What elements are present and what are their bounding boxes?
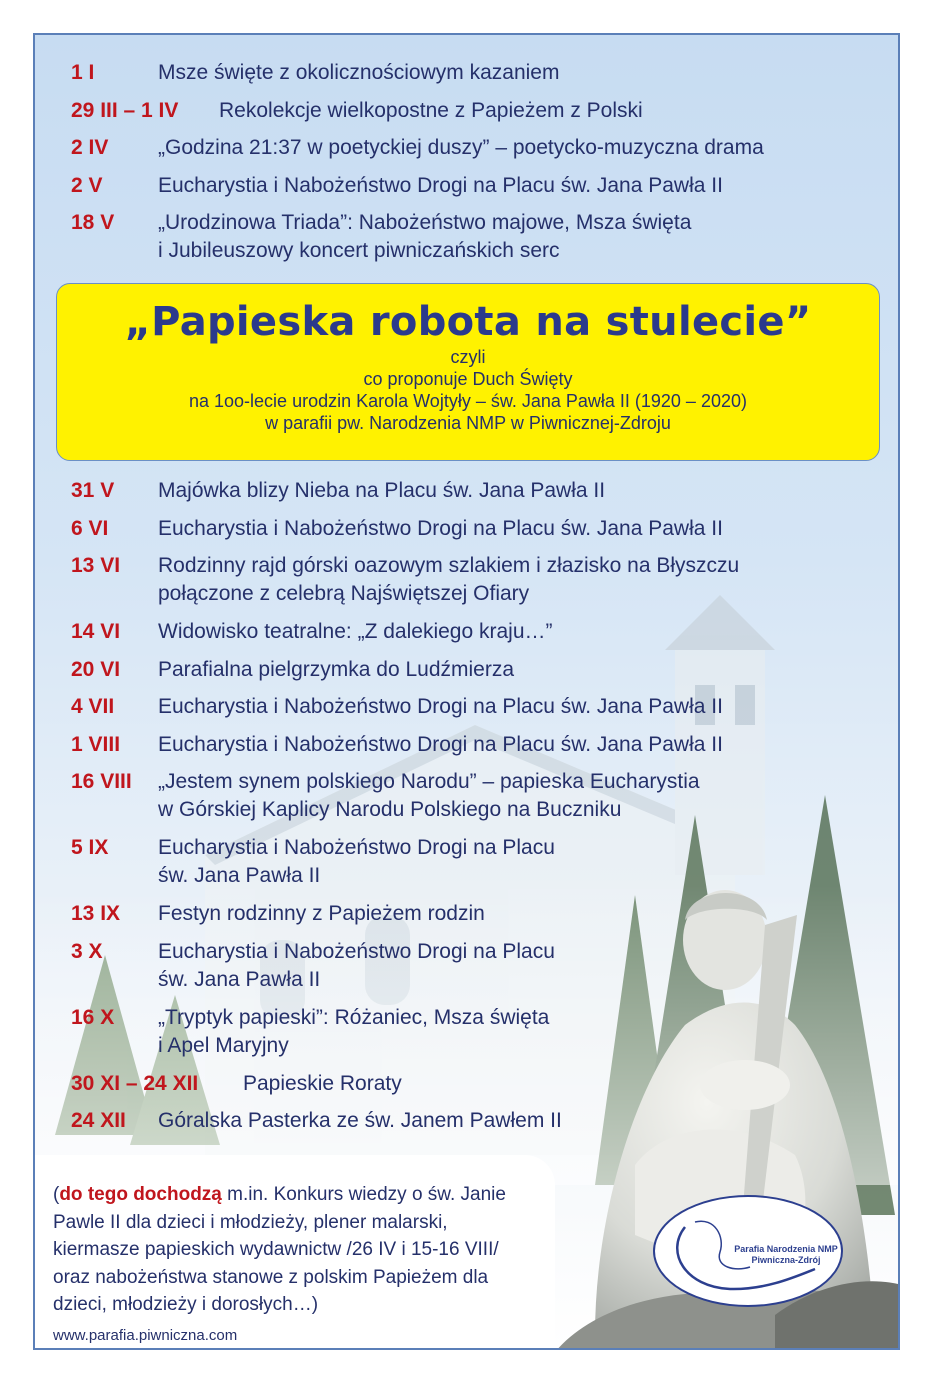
event-date: 2 IV <box>71 136 109 159</box>
event-description <box>158 1107 562 1135</box>
poster <box>33 33 900 1350</box>
event-description <box>158 172 723 200</box>
additional-info-text <box>53 1181 523 1319</box>
event-description <box>158 515 723 543</box>
event-date: 16 VIII <box>71 770 132 793</box>
event-description-line: „Godzina 21:37 w poetyckiej duszy” – poetycko-muzyczna drama <box>158 136 764 159</box>
event-description-line: i Apel Maryjny <box>158 1033 289 1057</box>
event-description-line: św. Jana Pawła II <box>158 967 321 991</box>
event-date: 1 VIII <box>71 732 121 756</box>
note-body: m.in. Konkurs wiedzy o św. Janie Pawle II dla dzieci i młodzieży, plener malarski, kiermasze papieskich wydawnictw /26 IV i 15-16 VIII/ oraz nabożeństwa stanowe z polskim Papieżem dla dzieci, młodzieży i dorosłych…) <box>53 1184 506 1315</box>
event-description-line: Eucharystia i Nabożeństwo Drogi na Placu <box>158 836 555 859</box>
event-description-line: Widowisko teatralne: „Z dalekiego kraju…” <box>158 620 553 643</box>
event-date: 16 X <box>71 1005 115 1029</box>
event-description <box>158 834 555 890</box>
event-description-line: Rodzinny rajd górski oazowym szlakiem i złazisko na Błyszczu <box>158 554 740 577</box>
title-banner <box>56 283 880 461</box>
event-description-line: połączone z celebrą Najświętszej Ofiary <box>158 582 530 605</box>
event-description-line: Eucharystia i Nabożeństwo Drogi na Placu św. Jana Pawła II <box>158 695 723 718</box>
logo-line-1: Parafia Narodzenia NMP <box>734 1244 838 1254</box>
event-description <box>158 134 764 162</box>
parish-logo <box>653 1195 843 1307</box>
event-date: 2 V <box>71 173 103 197</box>
logo-line-2: Piwniczna-Zdrój <box>751 1255 821 1265</box>
event-description <box>158 552 739 608</box>
event-date: 6 VI <box>71 516 109 540</box>
event-description-line: Festyn rodzinny z Papieżem rodzin <box>158 902 485 925</box>
event-description <box>219 97 643 125</box>
event-date: 31 V <box>71 479 115 502</box>
event-description-line: Rekolekcje wielkopostne z Papieżem z Polski <box>219 98 643 122</box>
event-description <box>158 209 691 265</box>
website-link[interactable]: www.parafia.piwniczna.com <box>53 1327 238 1344</box>
event-date: 30 XI – 24 XII <box>71 1071 199 1095</box>
event-description <box>243 1070 402 1098</box>
event-date: 18 V <box>71 211 115 234</box>
event-date: 3 X <box>71 939 103 963</box>
event-description-line: Eucharystia i Nabożeństwo Drogi na Placu św. Jana Pawła II <box>158 732 723 756</box>
note-open-paren: ( <box>53 1184 60 1205</box>
banner-title: „Papieska robota na stulecie” <box>124 299 812 345</box>
event-description <box>158 693 723 721</box>
event-description-line: Parafialna pielgrzymka do Ludźmierza <box>158 657 515 681</box>
event-description-line: Eucharystia i Nabożeństwo Drogi na Placu <box>158 939 555 963</box>
banner-subtitle-3: na 1oo-lecie urodzin Karola Wojtyły – św. Jana Pawła II (1920 – 2020) <box>189 391 747 411</box>
event-description-line: w Górskiej Kaplicy Narodu Polskiego na Buczniku <box>158 798 622 821</box>
event-description-line: „Tryptyk papieski”: Różaniec, Msza święta <box>158 1005 550 1029</box>
event-date: 24 XII <box>71 1109 126 1132</box>
event-description-line: Góralska Pasterka ze św. Janem Pawłem II <box>158 1109 562 1132</box>
event-description <box>158 1004 549 1060</box>
event-description <box>158 656 514 684</box>
event-description <box>158 900 485 928</box>
event-description <box>158 938 555 994</box>
note-highlight: do tego dochodzą <box>59 1184 222 1205</box>
event-date: 13 IX <box>71 902 121 925</box>
event-description <box>158 618 553 646</box>
event-date: 4 VII <box>71 695 115 718</box>
banner-subtitle-1: czyli <box>450 347 486 367</box>
event-description-line: „Urodzinowa Triada”: Nabożeństwo majowe, Msza święta <box>158 211 692 234</box>
event-description <box>158 731 723 759</box>
event-description-line: Eucharystia i Nabożeństwo Drogi na Placu św. Jana Pawła II <box>158 516 723 540</box>
banner-subtitle-2: co proponuje Duch Święty <box>363 369 573 389</box>
event-description <box>158 59 559 87</box>
event-description <box>158 768 700 824</box>
event-description-line: Papieskie Roraty <box>243 1071 402 1095</box>
event-description-line: Eucharystia i Nabożeństwo Drogi na Placu św. Jana Pawła II <box>158 173 723 197</box>
event-description-line: św. Jana Pawła II <box>158 864 321 887</box>
event-date: 14 VI <box>71 620 121 643</box>
banner-subtitle-4: w parafii pw. Narodzenia NMP w Piwnicznej-Zdroju <box>265 413 671 433</box>
event-date: 13 VI <box>71 554 121 577</box>
event-date: 1 I <box>71 61 95 84</box>
event-date: 20 VI <box>71 657 121 681</box>
event-date: 5 IX <box>71 836 109 859</box>
additional-info-panel <box>35 1155 555 1350</box>
event-description-line: Msze święte z okolicznościowym kazaniem <box>158 61 560 84</box>
event-description-line: i Jubileuszowy koncert piwniczańskich serc <box>158 239 560 262</box>
event-description-line: „Jestem synem polskiego Narodu” – papieska Eucharystia <box>158 770 700 793</box>
event-description <box>158 477 605 505</box>
event-description-line: Majówka blizy Nieba na Placu św. Jana Pawła II <box>158 479 606 502</box>
event-date: 29 III – 1 IV <box>71 98 179 122</box>
